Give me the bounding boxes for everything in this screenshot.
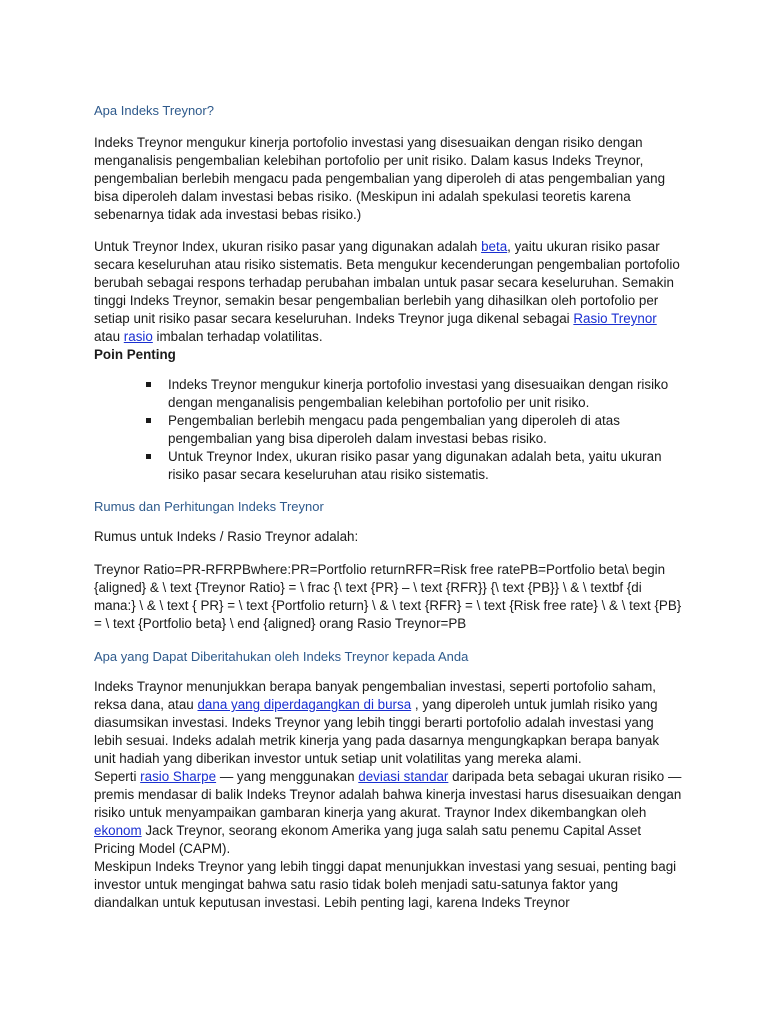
text-segment: daripada beta sebagai ukuran risiko — premis mendasar di balik Indeks Treynor adalah bahwa kinerja investasi harus disesuaikan dengan risiko untuk menyampaikan gambaran kinerja yang akurat. Traynor Index dikembangkan oleh bbox=[94, 769, 682, 820]
paragraph-caution: Meskipun Indeks Treynor yang lebih tinggi dapat menunjukkan investasi yang sesuai, penting bagi investor untuk mengingat bahwa satu rasio tidak boleh menjadi satu-satunya faktor yang diandalkan untuk keputusan investasi. Lebih penting lagi, karena Indeks Treynor bbox=[94, 859, 677, 910]
link-economist[interactable]: ekonom bbox=[94, 823, 142, 838]
text-segment: Jack Treynor, seorang ekonom Amerika yang juga salah satu penemu Capital Asset Pricing Model (CAPM). bbox=[94, 823, 642, 856]
list-item-text: Pengembalian berlebih mengacu pada pengembalian yang diperoleh di atas pengembalian yang bisa diperoleh dalam investasi bebas risiko. bbox=[168, 413, 620, 446]
square-bullet-icon bbox=[146, 418, 151, 423]
heading-what-it-tells: Apa yang Dapat Diberitahukan oleh Indeks Treynor kepada Anda bbox=[94, 649, 469, 664]
link-rasio[interactable]: rasio bbox=[123, 329, 153, 344]
paragraph-market-risk bbox=[94, 238, 684, 346]
list-item bbox=[146, 376, 684, 412]
link-exchange-traded-fund[interactable]: dana yang diperdagangkan di bursa bbox=[197, 697, 412, 712]
key-points-list bbox=[94, 376, 684, 484]
link-beta[interactable]: beta bbox=[481, 239, 508, 254]
list-item-text: Indeks Treynor mengukur kinerja portofolio investasi yang disesuaikan dengan risiko dengan menganalisis pengembalian kelebihan portofolio per unit risiko. bbox=[168, 377, 669, 410]
list-item bbox=[146, 448, 684, 484]
text-segment: Seperti bbox=[94, 769, 141, 784]
formula-intro: Rumus untuk Indeks / Rasio Treynor adalah: bbox=[94, 529, 359, 544]
text-segment: atau bbox=[94, 329, 124, 344]
formula-text: Treynor Ratio=PR-RFRPBwhere:PR=Portfolio returnRFR=Risk free ratePB=Portfolio beta\ begin {aligned} & \ text {Treynor Ratio} = \ frac {\ text {PR} – \ text {RFR}} {\ text {PB}} \ & \ textbf {di mana:} \ & \ text { PR} = \ text {Portfolio return} \ & \ text {RFR} = \ text {Risk free rate} \ & \ text {PB} = \ text {Portfolio beta} \ end {aligned} orang Rasio Treynor=PB bbox=[94, 562, 682, 631]
link-standard-deviation[interactable]: deviasi standar bbox=[358, 769, 449, 784]
paragraph-intro: Indeks Treynor mengukur kinerja portofolio investasi yang disesuaikan dengan risiko dengan menganalisis pengembalian kelebihan portofolio per unit risiko. Dalam kasus Indeks Treynor, pengembalian berlebih mengacu pada pengembalian yang diperoleh di atas pengembalian yang bisa diperoleh dalam investasi bebas risiko. (Meskipun ini adalah spekulasi teoretis karena sebenarnya tidak ada investasi bebas risiko.) bbox=[94, 135, 666, 222]
list-item bbox=[146, 412, 684, 448]
text-segment: , yang diperoleh untuk jumlah risiko yang diasumsikan investasi. Indeks Treynor yang lebih tinggi berarti portofolio adalah investasi yang lebih sesuai. Indeks adalah metrik kinerja yang pada dasarnya mengungkapkan berapa banyak unit hadiah yang diberikan investor untuk setiap unit volatilitas yang mereka alami. bbox=[94, 697, 660, 766]
link-sharpe-ratio[interactable]: rasio Sharpe bbox=[140, 769, 217, 784]
key-points-label: Poin Penting bbox=[94, 347, 176, 362]
paragraph-sharpe-comparison bbox=[94, 768, 684, 858]
heading-formula: Rumus dan Perhitungan Indeks Treynor bbox=[94, 499, 324, 514]
text-segment: — yang menggunakan bbox=[216, 769, 359, 784]
heading-what-is-treynor: Apa Indeks Treynor? bbox=[94, 103, 214, 118]
square-bullet-icon bbox=[146, 454, 151, 459]
square-bullet-icon bbox=[146, 382, 151, 387]
paragraph-treynor-shows bbox=[94, 678, 684, 768]
text-segment: imbalan terhadap volatilitas. bbox=[152, 329, 323, 344]
list-item-text: Untuk Treynor Index, ukuran risiko pasar yang digunakan adalah beta, yaitu ukuran risiko pasar secara keseluruhan atau risiko sistematis. bbox=[168, 449, 662, 482]
text-segment: Indeks Traynor menunjukkan berapa banyak pengembalian investasi, seperti portofolio saham, reksa dana, atau bbox=[94, 679, 656, 712]
text-segment: , yaitu ukuran risiko pasar secara keseluruhan atau risiko sistematis. Beta mengukur kecenderungan pengembalian portofolio berubah sebagai respons terhadap perubahan imbalan untuk pasar secara keseluruhan. Semakin tinggi Indeks Treynor, semakin besar pengembalian berlebih yang dihasilkan oleh portofolio per setiap unit risiko pasar secara keseluruhan. Indeks Treynor juga dikenal sebagai bbox=[94, 239, 680, 326]
text-segment: Untuk Treynor Index, ukuran risiko pasar yang digunakan adalah bbox=[94, 239, 482, 254]
link-rasio-treynor[interactable]: Rasio Treynor bbox=[573, 311, 657, 326]
